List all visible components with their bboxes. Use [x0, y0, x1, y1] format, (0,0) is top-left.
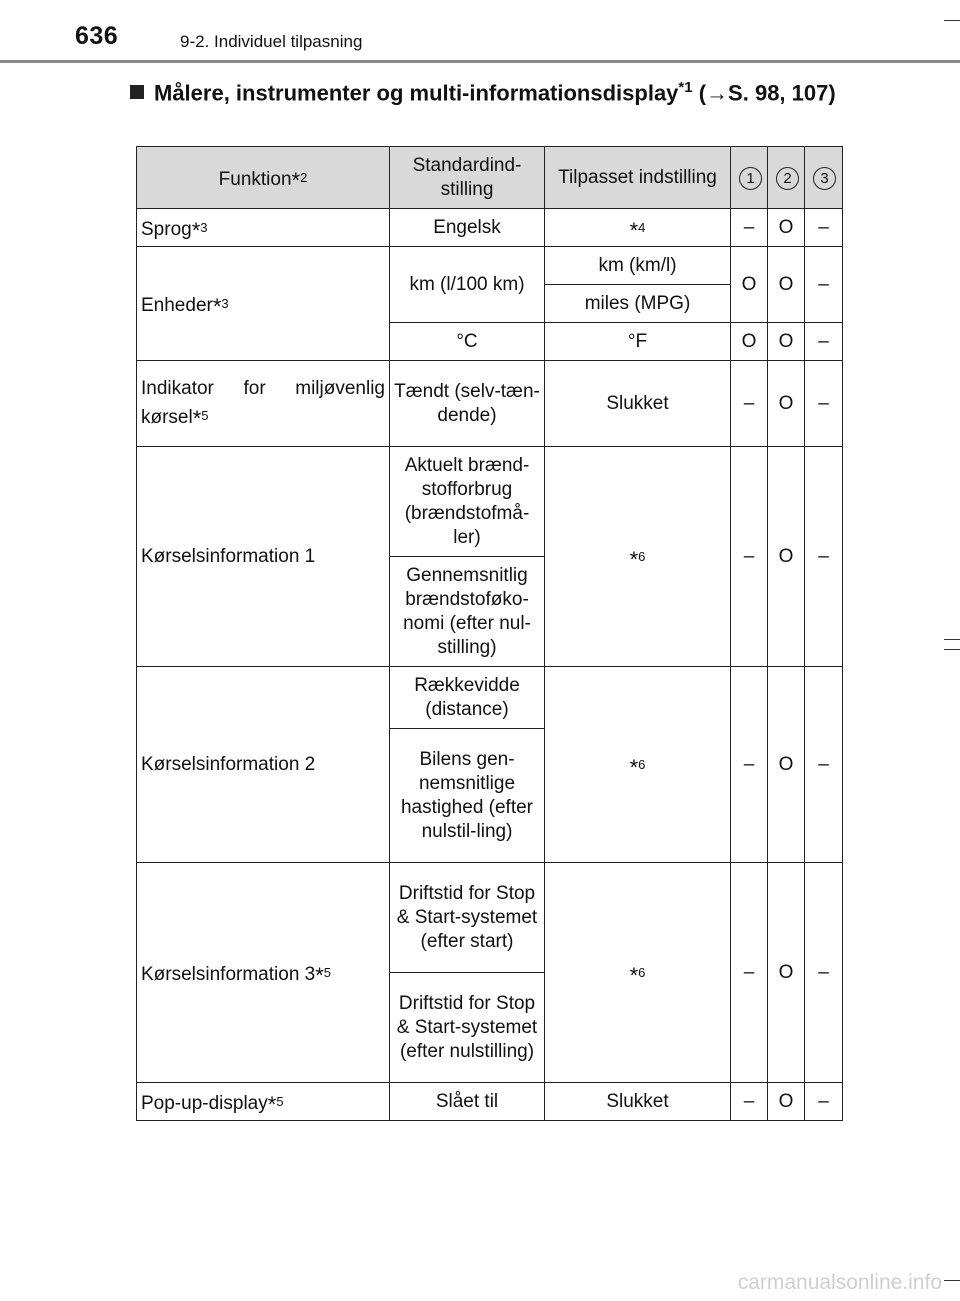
- mode-1-cell: –: [731, 209, 768, 247]
- circled-1-icon: 1: [739, 167, 762, 190]
- custom-cell: Slukket: [545, 1083, 731, 1121]
- default-cell: Gennemsnitlig brændstoføko-nomi (efter nul-stilling): [390, 557, 545, 667]
- function-cell: Kørselsinformation 2: [137, 667, 390, 863]
- default-cell: Driftstid for Stop & Start-systemet (efter start): [390, 863, 545, 973]
- circled-3-icon: 3: [813, 167, 836, 190]
- mode-1-cell: O: [731, 323, 768, 361]
- section-title: Målere, instrumenter og multi-informationsdisplay: [154, 80, 679, 106]
- trim-mark: [944, 649, 960, 650]
- mode-1-cell: –: [731, 667, 768, 863]
- custom-cell: *$^6$: [545, 447, 731, 667]
- square-bullet-icon: [130, 85, 144, 99]
- table-row: [137, 447, 843, 557]
- table-row: [137, 209, 843, 247]
- mode-3-cell: –: [805, 361, 843, 447]
- function-cell: Indikator for miljøvenlig kørsel*$^5$: [137, 361, 390, 447]
- header-col-3: [805, 147, 843, 209]
- mode-2-cell: O: [768, 323, 805, 361]
- default-cell: Slået til: [390, 1083, 545, 1121]
- header-rule: [0, 60, 960, 63]
- watermark: carmanualsonline.info: [737, 1271, 942, 1294]
- section-heading: [130, 72, 840, 108]
- section-page-ref: (→S. 98, 107): [698, 80, 836, 106]
- mode-2-cell: O: [768, 361, 805, 447]
- default-cell: Tændt (selv-tæn-dende): [390, 361, 545, 447]
- function-cell: Pop-up-display*$^5$: [137, 1083, 390, 1121]
- table-row: [137, 1083, 843, 1121]
- mode-3-cell: –: [805, 863, 843, 1083]
- default-cell: Bilens gen-nemsnitlige hastighed (efter nulstil-ling): [390, 729, 545, 863]
- mode-1-cell: –: [731, 863, 768, 1083]
- table-row: [137, 667, 843, 729]
- header-col-1: [731, 147, 768, 209]
- custom-cell: Slukket: [545, 361, 731, 447]
- custom-cell: *$^4$: [545, 209, 731, 247]
- mode-2-cell: O: [768, 247, 805, 323]
- chapter-title: 9-2. Individuel tilpasning: [180, 32, 363, 51]
- custom-cell: miles (MPG): [545, 285, 731, 323]
- default-cell: °C: [390, 323, 545, 361]
- header-custom: Tilpasset indstilling: [545, 147, 731, 209]
- mode-3-cell: –: [805, 1083, 843, 1121]
- mode-3-cell: –: [805, 247, 843, 323]
- table-row: [137, 361, 843, 447]
- default-cell: Aktuelt brænd-stofforbrug (brændstofmå-ler): [390, 447, 545, 557]
- mode-3-cell: –: [805, 667, 843, 863]
- custom-cell: *$^6$: [545, 863, 731, 1083]
- mode-3-cell: –: [805, 447, 843, 667]
- mode-2-cell: O: [768, 667, 805, 863]
- trim-mark: [944, 20, 960, 21]
- default-cell: Rækkevidde (distance): [390, 667, 545, 729]
- function-cell: Sprog*$^3$: [137, 209, 390, 247]
- page-number: 636: [75, 22, 119, 50]
- mode-3-cell: –: [805, 209, 843, 247]
- default-cell: Driftstid for Stop & Start-systemet (efter nulstilling): [390, 973, 545, 1083]
- header-function: Funktion*$^2$: [137, 147, 390, 209]
- mode-1-cell: O: [731, 247, 768, 323]
- function-cell: Kørselsinformation 1: [137, 447, 390, 667]
- mode-1-cell: –: [731, 361, 768, 447]
- mode-1-cell: –: [731, 1083, 768, 1121]
- function-cell: Enheder*$^3$: [137, 247, 390, 361]
- mode-3-cell: –: [805, 323, 843, 361]
- mode-2-cell: O: [768, 209, 805, 247]
- mode-1-cell: –: [731, 447, 768, 667]
- custom-cell: °F: [545, 323, 731, 361]
- section-title-note: *1: [678, 79, 693, 96]
- default-cell: Engelsk: [390, 209, 545, 247]
- custom-cell: km (km/l): [545, 247, 731, 285]
- table-row: [137, 247, 843, 285]
- mode-2-cell: O: [768, 447, 805, 667]
- trim-mark: [944, 1280, 960, 1281]
- function-cell: Kørselsinformation 3*$^5$: [137, 863, 390, 1083]
- table-row: [137, 863, 843, 973]
- circled-2-icon: 2: [776, 167, 799, 190]
- settings-table: [136, 146, 843, 1121]
- default-cell: km (l/100 km): [390, 247, 545, 323]
- mode-2-cell: O: [768, 863, 805, 1083]
- trim-mark: [944, 639, 960, 640]
- custom-cell: *$^6$: [545, 667, 731, 863]
- table-header-row: [137, 147, 843, 209]
- header-default: Standardind-stilling: [390, 147, 545, 209]
- header-col-2: [768, 147, 805, 209]
- mode-2-cell: O: [768, 1083, 805, 1121]
